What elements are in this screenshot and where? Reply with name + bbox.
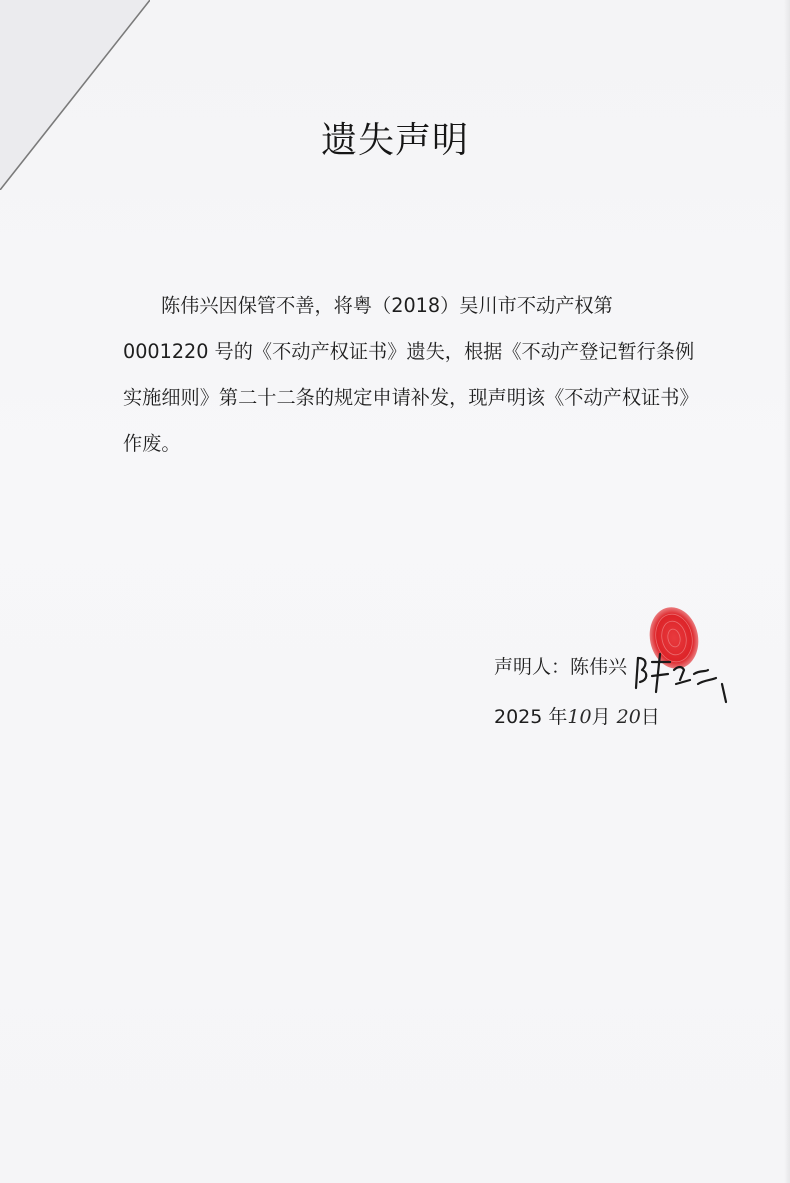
date-day-handwritten: 20 [616, 706, 641, 728]
signing-date [494, 702, 660, 729]
handwritten-signature [618, 640, 738, 710]
body-line-4: 作废。 [123, 432, 181, 455]
date-month-label: 月 [591, 706, 611, 728]
date-month-handwritten: 10 [567, 706, 592, 728]
body-line-1: 陈伟兴因保管不善，将粤（2018）吴川市不动产权第 [161, 294, 613, 317]
body-line-2: 0001220 号的《不动产权证书》遗失，根据《不动产登记暂行条例 [123, 340, 695, 363]
date-day-label: 日 [640, 706, 660, 728]
document-title: 遗失声明 [320, 120, 469, 161]
page-edge-shadow [784, 0, 790, 1183]
date-year: 2025 年 [494, 706, 568, 728]
statement-body [123, 283, 699, 467]
declarant-label: 声明人：陈伟兴 [494, 656, 628, 678]
body-line-3: 实施细则》第二十二条的规定申请补发，现声明该《不动产权证书》 [123, 386, 699, 409]
declarant-line [494, 652, 627, 679]
